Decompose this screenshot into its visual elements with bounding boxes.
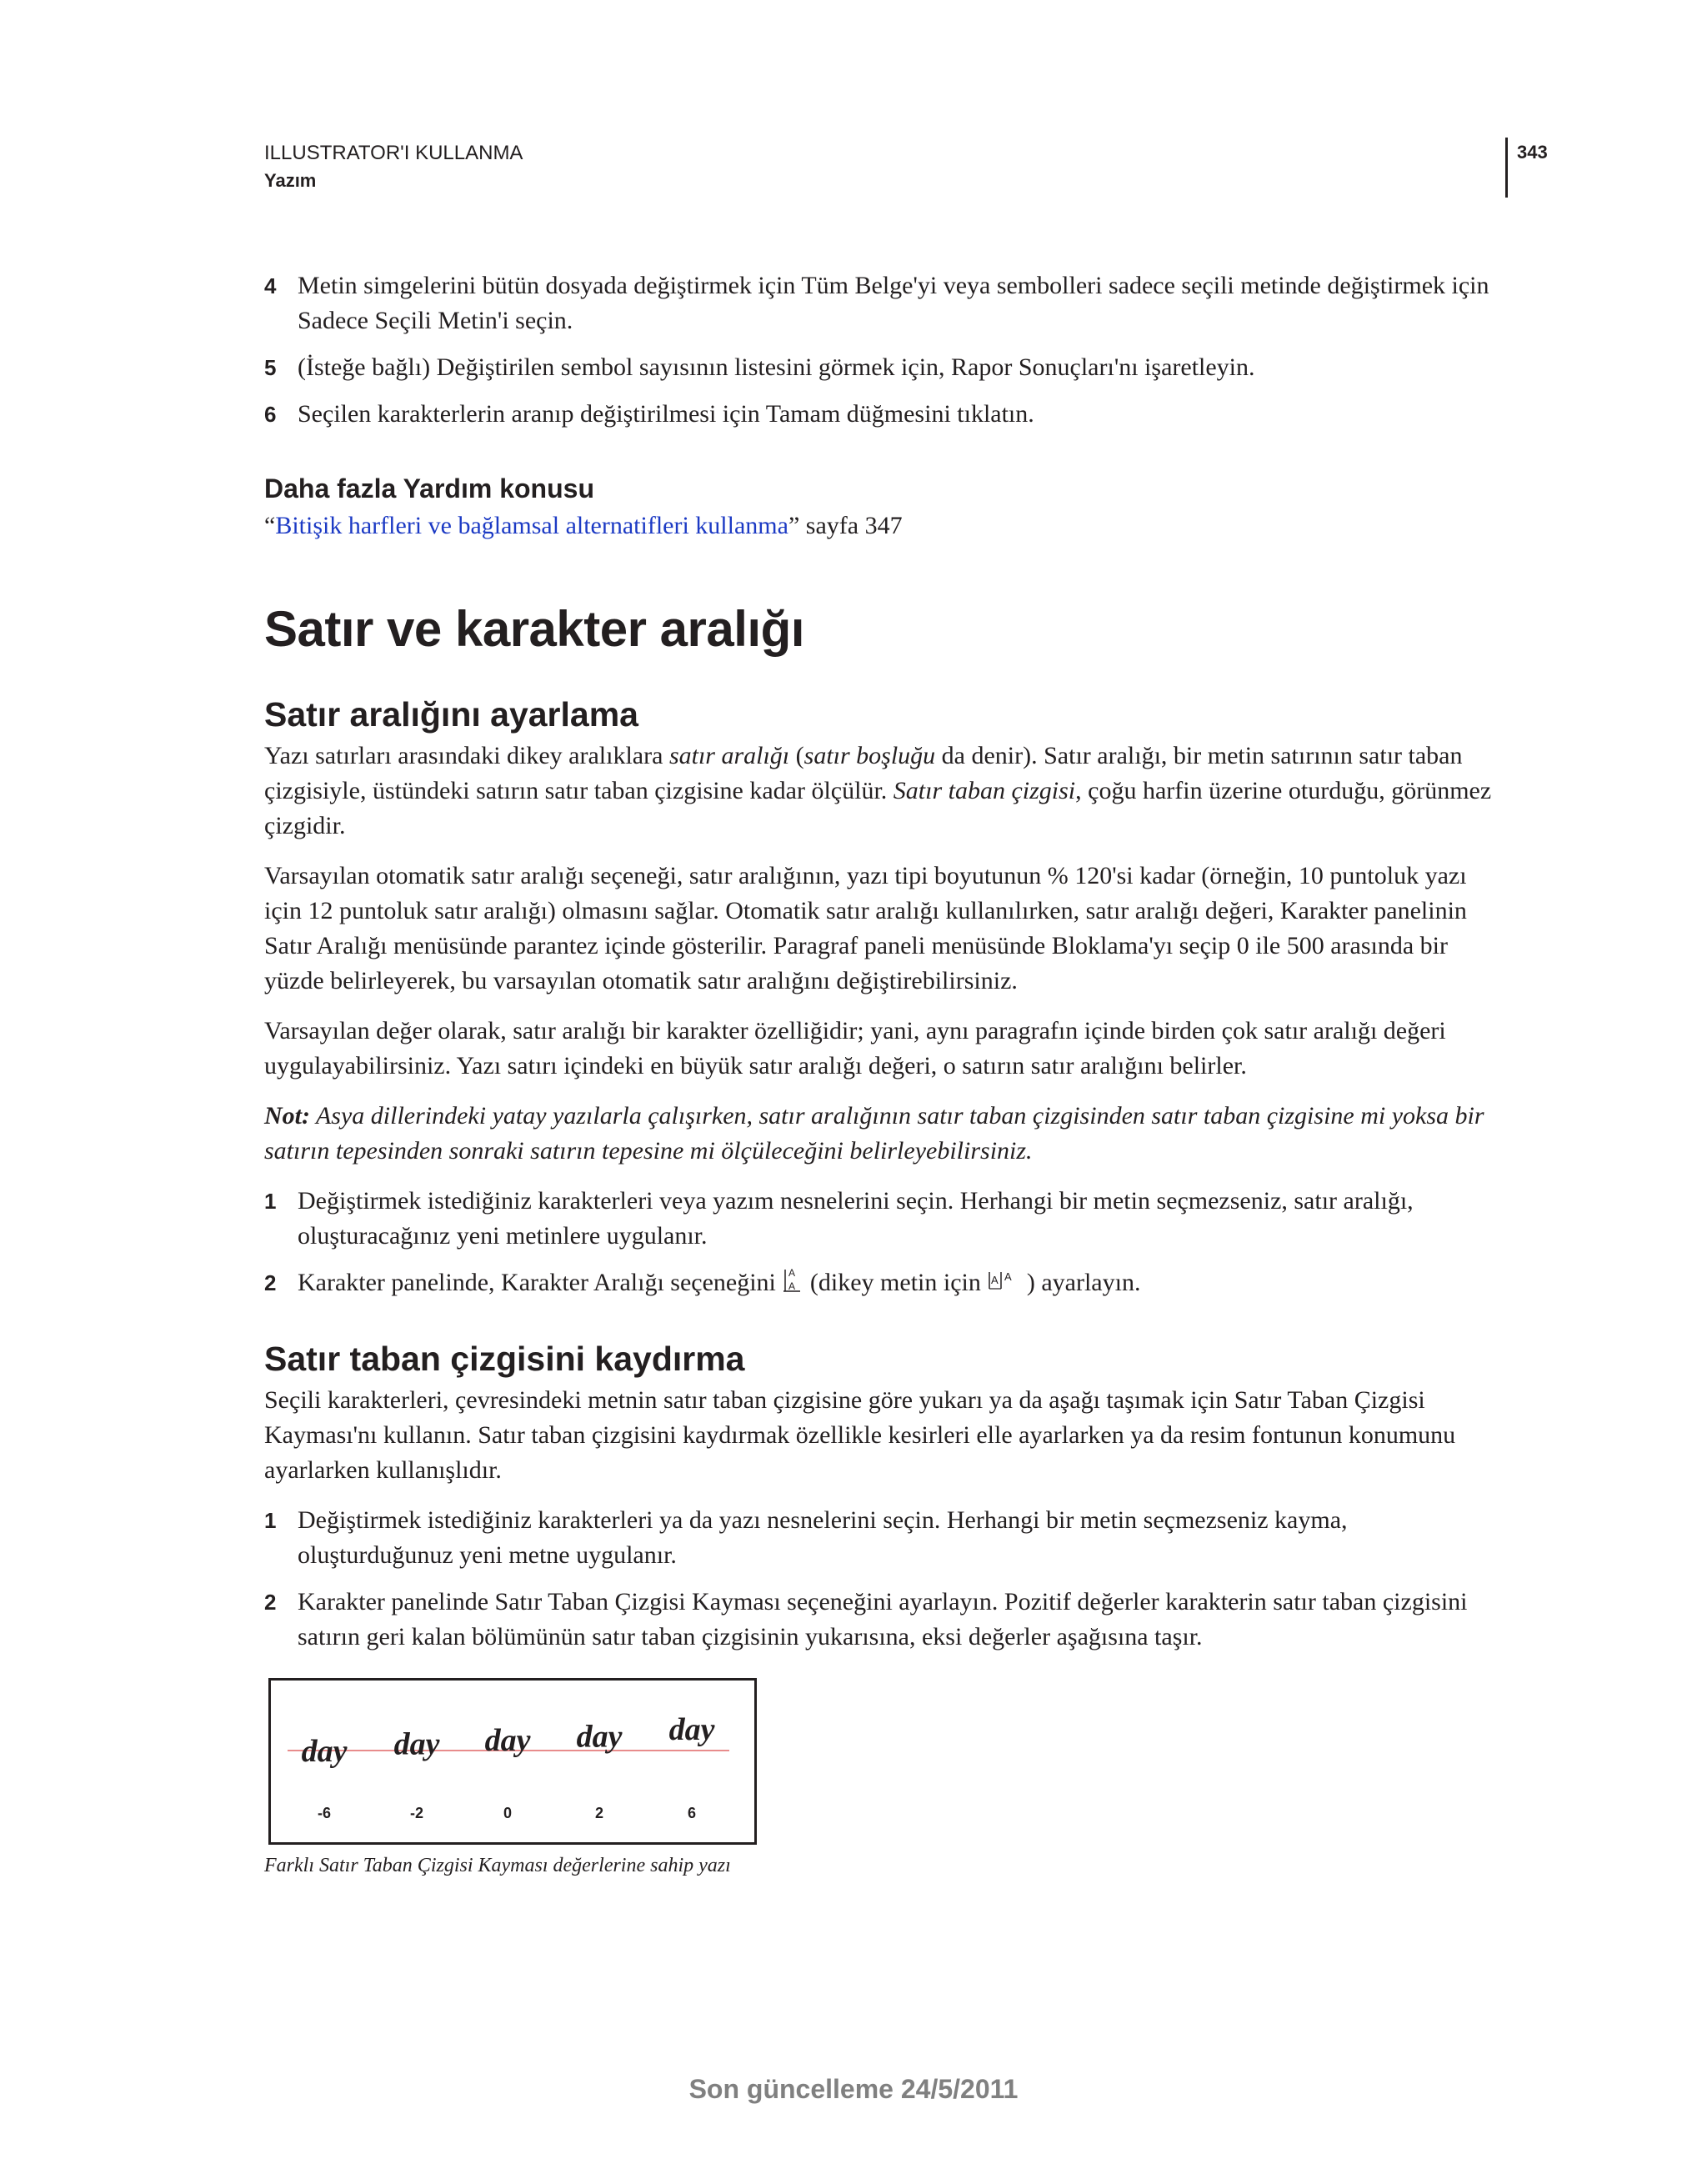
svg-text:A: A bbox=[788, 1267, 796, 1280]
baseline-paragraph: Seçili karakterleri, çevresindeki metnin satır taban çizgisine göre yukarı ya da aşağı taşımak için Satır Taban Çizgisi Kayması'nı kullanın. Satır taban çizgisini kaydırmak özellikle kesirleri elle ayarlarken ya da resim fontunun konumunu ayarlarken kullanışlıdır. bbox=[264, 1386, 1456, 1485]
list-item bbox=[264, 268, 1502, 338]
step-text: Metin simgelerini bütün dosyada değiştirmek için Tüm Belge'yi veya sembolleri sadece seçili metinde değiştirmek için Sadece Seçili Metin'i seçin. bbox=[298, 272, 1489, 334]
step-number: 2 bbox=[264, 1590, 277, 1615]
leading-icon bbox=[782, 1266, 803, 1303]
text-run: , çoğu harfin üzerine oturduğu, görünmez çizgidir. bbox=[264, 777, 1492, 839]
note bbox=[264, 1099, 1502, 1169]
shift-value-label: 2 bbox=[594, 1805, 604, 1822]
leading-paragraph-2: Varsayılan otomatik satır aralığı seçeneği, satır aralığının, yazı tipi boyutunun % 120'si kadar (örneğin, 10 puntoluk yazı için 12 puntoluk satır aralığı) olmasını sağlar. Otomatik satır aralığı kullanılırken, satır aralığı değeri, Karakter panelinin Satır Aralığı menüsünde parantez içinde gösterilir. Paragraf paneli menüsünde Bloklama'yı seçip 0 ile 500 arasında bir yüzde belirleyerek, bu varsayılan otomatik satır aralığını değiştirebilirsiniz. bbox=[264, 862, 1467, 994]
step-text: Değiştirmek istediğiniz karakterleri veya yazım nesnelerini seçin. Herhangi bir metin seçmezseniz, satır aralığı, oluşturacağınız yeni metinlere uygulanır. bbox=[298, 1187, 1414, 1250]
svg-text:A: A bbox=[991, 1274, 999, 1287]
svg-text:A: A bbox=[788, 1280, 796, 1293]
chapter-title: Yazım bbox=[264, 170, 317, 191]
step-number: 5 bbox=[264, 355, 277, 380]
shift-value-label: 0 bbox=[503, 1805, 513, 1822]
book-title: ILLUSTRATOR'I KULLANMA bbox=[264, 142, 523, 164]
text-run: ( bbox=[789, 742, 804, 769]
shift-value-label: -6 bbox=[317, 1805, 332, 1822]
step-text: (dikey metin için bbox=[809, 1269, 988, 1296]
vertical-leading-icon bbox=[987, 1267, 1020, 1302]
shifted-word: day bbox=[301, 1734, 348, 1770]
section-title: Satır ve karakter aralığı bbox=[264, 601, 804, 657]
list-item bbox=[264, 1503, 1502, 1573]
open-quote: “ bbox=[264, 512, 276, 539]
note-text: Asya dillerindeki yatay yazılarla çalışırken, satır aralığının satır taban çizgisinden satır taban çizgisine mi yoksa bir satırın tepesinden sonraki satırın tepesine mi ölçüleceğini belirleyebilirsiniz. bbox=[264, 1102, 1484, 1165]
shifted-word: day bbox=[668, 1711, 715, 1747]
text-run: Yazı satırları arasındaki dikey aralıklara bbox=[264, 742, 669, 769]
list-item bbox=[264, 1265, 1502, 1303]
step-number: 1 bbox=[264, 1189, 277, 1214]
list-item bbox=[264, 350, 1502, 385]
related-link-line bbox=[264, 508, 1502, 543]
shift-value-label: 6 bbox=[687, 1805, 697, 1822]
related-link[interactable]: Bitişik harfleri ve bağlamsal alternatifleri kullanma bbox=[275, 512, 788, 539]
step-number: 2 bbox=[264, 1270, 277, 1295]
baseline-shift-illustration bbox=[271, 1681, 754, 1842]
text-run: da denir). Satır aralığı, bir metin satırının satır taban çizgisiyle, üstündeki satırın satır taban çizgisine kadar ölçülür. bbox=[264, 742, 1463, 804]
list-item bbox=[264, 397, 1502, 432]
subsection-title-baseline: Satır taban çizgisini kaydırma bbox=[264, 1340, 745, 1379]
italic-term: satır aralığı bbox=[668, 742, 790, 769]
step-number: 1 bbox=[264, 1508, 277, 1534]
list-item bbox=[264, 1184, 1502, 1254]
page-number: 343 bbox=[1517, 142, 1548, 163]
page-content bbox=[264, 268, 1502, 1878]
footer-last-updated: Son güncelleme 24/5/2011 bbox=[688, 2074, 1019, 2104]
step-text: Değiştirmek istediğiniz karakterleri ya da yazı nesnelerini seçin. Herhangi bir metin seçmezseniz kayma, oluşturduğunuz yeni metne uygulanır. bbox=[298, 1506, 1348, 1570]
shifted-word: day bbox=[484, 1723, 531, 1759]
step-text: (İsteğe bağlı) Değiştirilen sembol sayısının listesini görmek için, Rapor Sonuçları'nı işaretleyin. bbox=[298, 353, 1255, 381]
step-text: ) ayarlayın. bbox=[1026, 1269, 1141, 1296]
shifted-word: day bbox=[576, 1719, 623, 1755]
subsection-title-leading: Satır aralığını ayarlama bbox=[264, 695, 638, 734]
shift-value-label: -2 bbox=[409, 1805, 424, 1822]
step-text: Karakter panelinde Satır Taban Çizgisi Kayması seçeneğini ayarlayın. Pozitif değerler karakterin satır taban çizgisini satırın geri kalan bölümünün satır taban çizgisinin yukarısına, eksi değerler aşağısına taşır. bbox=[298, 1588, 1468, 1651]
leading-paragraph-3: Varsayılan değer olarak, satır aralığı bir karakter özelliğidir; yani, aynı paragrafın içinde birden çok satır aralığı değeri uygulayabilirsiniz. Yazı satırı içindeki en büyük satır aralığı değeri, o satırın satır aralığını belirler. bbox=[264, 1017, 1446, 1079]
step-number: 6 bbox=[264, 402, 277, 427]
figure-caption: Farklı Satır Taban Çizgisi Kayması değerlerine sahip yazı bbox=[264, 1855, 731, 1877]
note-label: Not: bbox=[264, 1102, 310, 1130]
header-divider bbox=[1505, 138, 1508, 198]
svg-text:A: A bbox=[1004, 1270, 1013, 1284]
italic-term: satır boşluğu bbox=[803, 742, 936, 769]
running-header bbox=[264, 142, 523, 192]
step-number: 4 bbox=[264, 273, 277, 298]
shifted-word: day bbox=[393, 1726, 440, 1762]
step-text: Karakter panelinde, Karakter Aralığı seçeneğini bbox=[298, 1269, 783, 1296]
close-quote: ” bbox=[788, 512, 800, 539]
page-reference: sayfa 347 bbox=[799, 512, 903, 539]
list-item bbox=[264, 1585, 1502, 1655]
step-text: Seçilen karakterlerin aranıp değiştirilmesi için Tamam düğmesini tıklatın. bbox=[298, 400, 1034, 428]
italic-term: Satır taban çizgisi bbox=[893, 777, 1076, 804]
leading-paragraph-1 bbox=[264, 739, 1502, 844]
baseline-shift-figure bbox=[268, 1678, 757, 1845]
related-heading: Daha fazla Yardım konusu bbox=[264, 473, 594, 503]
